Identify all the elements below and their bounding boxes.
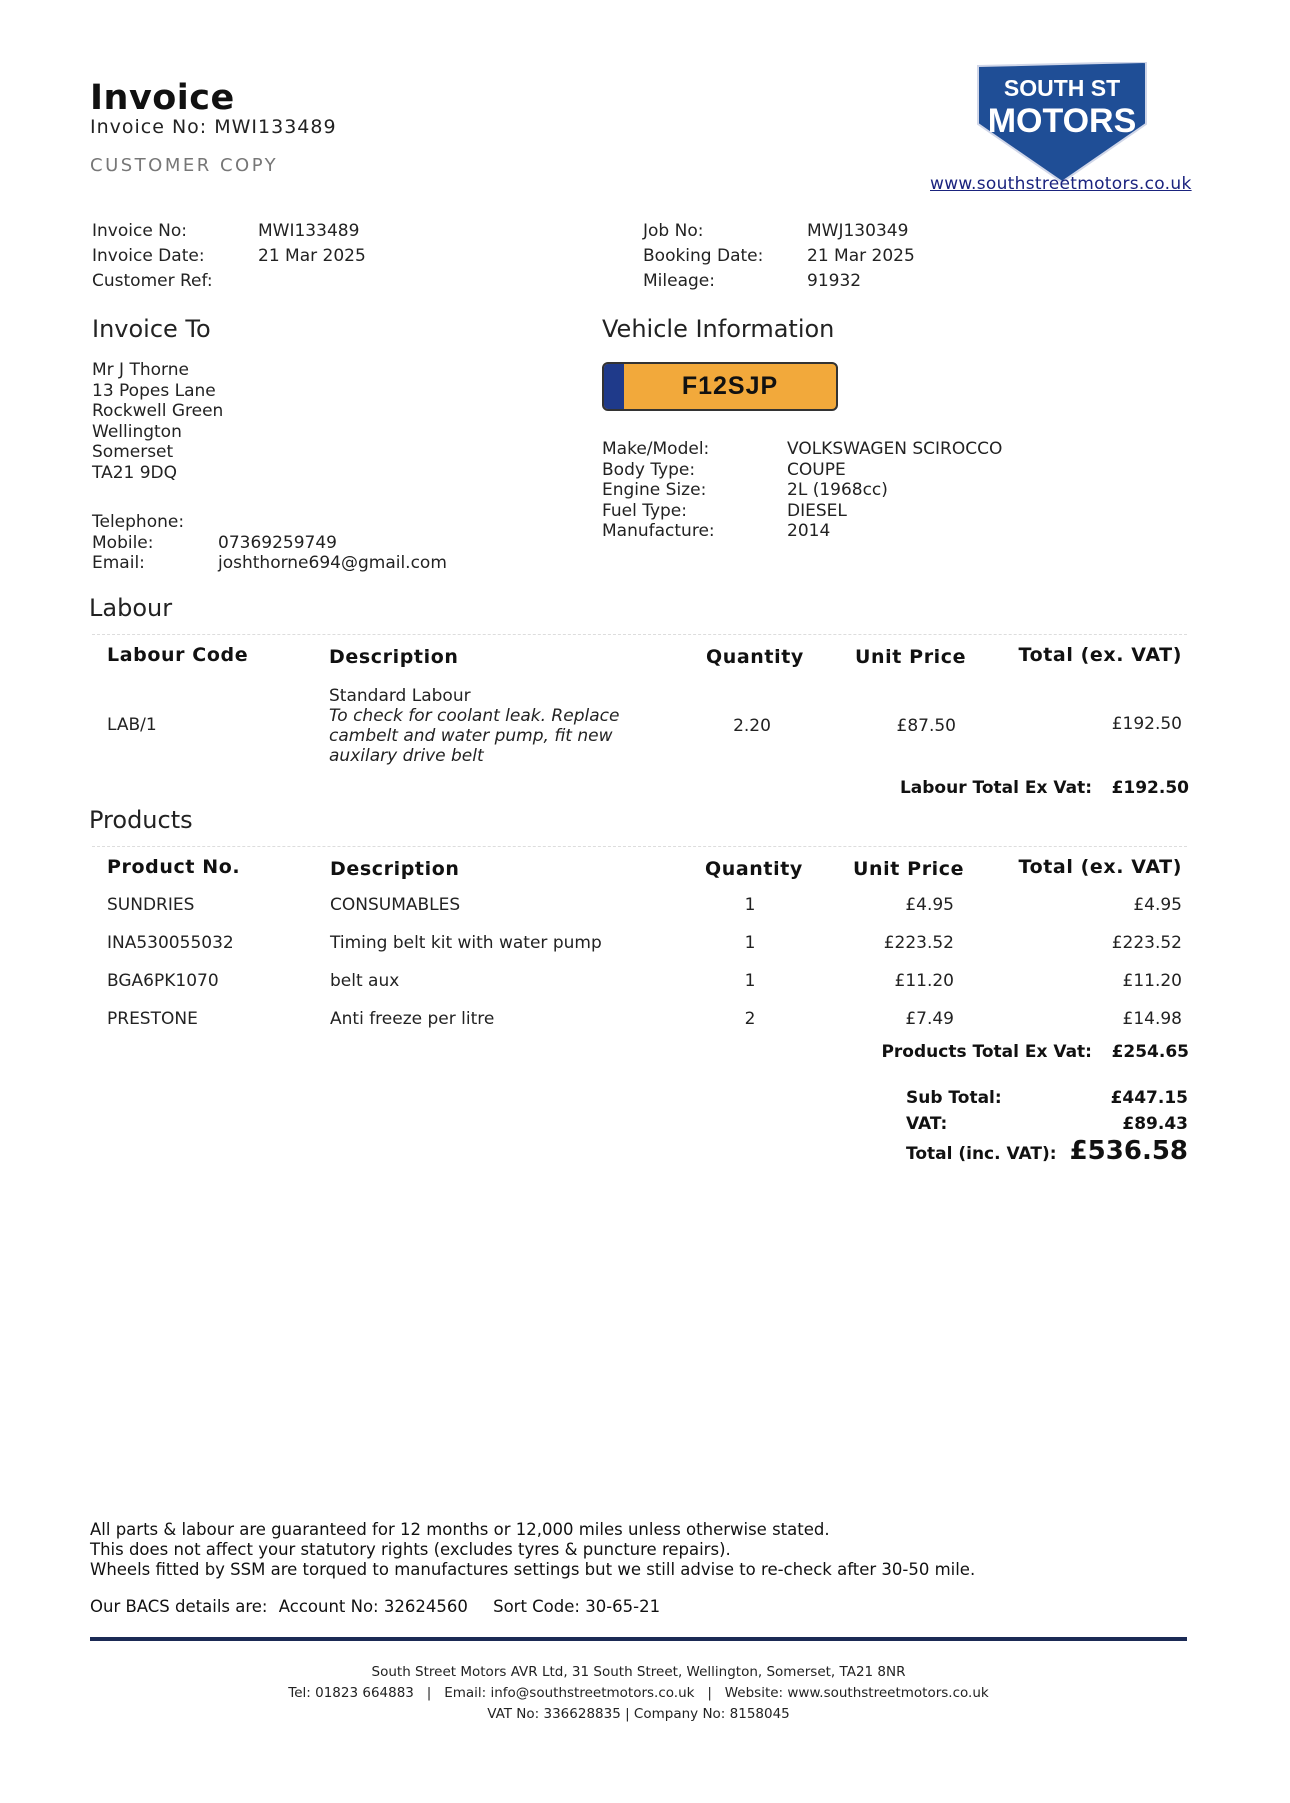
address-line: Rockwell Green (92, 401, 224, 421)
footer-address: South Street Motors AVR Ltd, 31 South Street, Wellington, Somerset, TA21 8NR (371, 1664, 906, 1680)
vehicle-labels (602, 439, 715, 542)
products-total-label: Products Total Ex Vat: (881, 1042, 1092, 1062)
fuel-type-value: DIESEL (787, 500, 847, 521)
subtotal-value: £447.15 (1110, 1088, 1188, 1108)
subtotal-label: Sub Total: (906, 1088, 1002, 1108)
grand-total-label: Total (inc. VAT): (906, 1144, 1057, 1164)
products-col-unit-price: Unit Price (853, 858, 965, 880)
detail-label: Invoice Date: (92, 246, 205, 266)
invoice-date-value: 21 Mar 2025 (258, 246, 366, 266)
labour-desc-title: Standard Labour (329, 686, 471, 706)
products-heading: Products (89, 806, 193, 834)
product-price-cell: £11.20 (894, 971, 954, 991)
labour-col-unit-price: Unit Price (855, 646, 967, 668)
bacs-details (90, 1597, 660, 1617)
detail-label: Job No: (643, 221, 704, 241)
logo-text-bottom: MOTORS (987, 102, 1137, 140)
labour-quantity-cell: 2.20 (733, 716, 771, 736)
telephone-value (218, 512, 447, 533)
labour-col-description: Description (329, 646, 459, 668)
product-desc-cell: Anti freeze per litre (330, 1009, 495, 1029)
labour-code-cell: LAB/1 (107, 715, 157, 735)
address-line: Somerset (92, 442, 174, 462)
product-price-cell: £223.52 (883, 933, 954, 953)
vat-label: VAT: (906, 1114, 948, 1134)
customer-copy-label: CUSTOMER COPY (90, 155, 279, 176)
product-code-cell: PRESTONE (107, 1009, 198, 1029)
booking-date-value: 21 Mar 2025 (807, 246, 915, 266)
product-qty-cell: 1 (744, 971, 756, 991)
products-total-value: £254.65 (1111, 1042, 1189, 1062)
job-number-value: MWJ130349 (807, 221, 909, 241)
terms-line: All parts & labour are guaranteed for 12 months or 12,000 miles unless otherwise stated. (90, 1520, 830, 1539)
mobile-value: 07369259749 (218, 532, 337, 553)
grand-total-value: £536.58 (1069, 1136, 1188, 1166)
address-line: Wellington (92, 421, 182, 442)
labour-desc-line: To check for coolant leak. Replace (329, 706, 620, 726)
company-logo (976, 62, 1148, 184)
product-qty-cell: 1 (744, 933, 756, 953)
product-price-cell: £4.95 (905, 895, 954, 915)
customer-address (92, 360, 223, 483)
product-qty-cell: 1 (744, 895, 756, 915)
product-total-cell: £14.98 (1122, 1009, 1182, 1029)
product-code-cell: BGA6PK1070 (107, 971, 219, 991)
labour-total-cell: £192.50 (1111, 714, 1182, 734)
contact-labels (92, 512, 184, 574)
products-col-quantity: Quantity (705, 858, 803, 880)
vehicle-label: Engine Size: (602, 480, 707, 500)
labour-description-cell (329, 686, 619, 766)
products-col-description: Description (330, 858, 460, 880)
labour-col-code: Labour Code (107, 644, 249, 666)
email-value: joshthorne694@gmail.com (218, 553, 447, 573)
address-line: 13 Popes Lane (92, 380, 216, 401)
contact-label: Email: (92, 553, 145, 573)
bacs-prefix: Our BACS details are: (90, 1597, 268, 1616)
labour-table-border (92, 634, 1187, 635)
invoice-number-subtitle: Invoice No: MWI133489 (90, 116, 337, 138)
vehicle-label: Manufacture: (602, 521, 715, 541)
product-total-cell: £11.20 (1122, 971, 1182, 991)
invoice-to-heading: Invoice To (92, 315, 211, 343)
make-model-value: VOLKSWAGEN SCIROCCO (787, 439, 1003, 459)
footer-contact: Tel: 01823 664883 | Email: info@southstreetmotors.co.uk | Website: www.southstreetmotors.co.uk (288, 1685, 989, 1701)
labour-heading: Labour (89, 594, 173, 622)
body-type-value: COUPE (787, 459, 846, 480)
terms-block (90, 1520, 975, 1580)
website-link[interactable]: www.southstreetmotors.co.uk (930, 174, 1192, 194)
engine-size-value: 2L (1968cc) (787, 480, 888, 500)
labour-col-total: Total (ex. VAT) (1018, 644, 1182, 666)
product-total-cell: £223.52 (1111, 933, 1182, 953)
labour-unit-price-cell: £87.50 (896, 716, 956, 736)
plate-blue-band (604, 364, 624, 409)
address-line: Mr J Thorne (92, 360, 189, 380)
labour-total-value: £192.50 (1111, 778, 1189, 798)
bacs-sort-code: Sort Code: 30-65-21 (493, 1597, 661, 1616)
contact-label: Mobile: (92, 532, 154, 553)
invoice-number-value: MWI133489 (258, 221, 360, 241)
vehicle-label: Make/Model: (602, 439, 710, 459)
vehicle-info-heading: Vehicle Information (602, 315, 835, 343)
product-price-cell: £7.49 (905, 1009, 954, 1029)
product-code-cell: SUNDRIES (107, 895, 195, 915)
footer-registration: VAT No: 336628835 | Company No: 8158045 (487, 1706, 790, 1722)
details-right-values (807, 219, 915, 294)
invoice-title: Invoice (90, 78, 235, 118)
vehicle-values (787, 439, 1002, 542)
logo-text-top: SOUTH ST (1003, 75, 1121, 101)
product-total-cell: £4.95 (1133, 895, 1182, 915)
product-desc-cell: belt aux (330, 971, 400, 991)
products-col-total: Total (ex. VAT) (1018, 856, 1182, 878)
mileage-value: 91932 (807, 271, 862, 291)
footer-rule (90, 1637, 1187, 1641)
contact-label: Telephone: (92, 512, 185, 532)
product-code-cell: INA530055032 (107, 933, 234, 953)
product-desc-cell: CONSUMABLES (330, 895, 461, 915)
contact-values (218, 512, 447, 574)
detail-label: Mileage: (643, 271, 715, 291)
vehicle-label: Fuel Type: (602, 500, 687, 521)
labour-col-quantity: Quantity (706, 646, 804, 668)
terms-line: Wheels fitted by SSM are torqued to manufactures settings but we still advise to re-check after 30-50 mile. (90, 1560, 976, 1579)
detail-label: Invoice No: (92, 221, 188, 241)
details-left-labels (92, 219, 213, 294)
product-desc-cell: Timing belt kit with water pump (330, 933, 602, 953)
bacs-account: Account No: 32624560 (278, 1597, 468, 1616)
customer-ref-value (258, 269, 366, 294)
labour-desc-line: auxilary drive belt (329, 746, 484, 766)
labour-desc-line: cambelt and water pump, fit new (329, 726, 613, 746)
registration-text: F12SJP (681, 372, 779, 400)
detail-label: Booking Date: (643, 246, 764, 266)
company-footer (90, 1662, 1187, 1725)
vat-value: £89.43 (1122, 1114, 1188, 1134)
products-col-number: Product No. (107, 856, 241, 878)
labour-total-label: Labour Total Ex Vat: (899, 778, 1092, 798)
detail-label: Customer Ref: (92, 271, 213, 291)
products-table-border (92, 846, 1187, 847)
vehicle-label: Body Type: (602, 459, 696, 480)
manufacture-value: 2014 (787, 521, 831, 541)
address-line: TA21 9DQ (92, 462, 178, 483)
product-qty-cell: 2 (744, 1009, 756, 1029)
details-right-labels (643, 219, 763, 294)
details-left-values (258, 219, 366, 294)
terms-line: This does not affect your statutory rights (excludes tyres & puncture repairs). (90, 1540, 731, 1559)
registration-plate (602, 362, 838, 411)
